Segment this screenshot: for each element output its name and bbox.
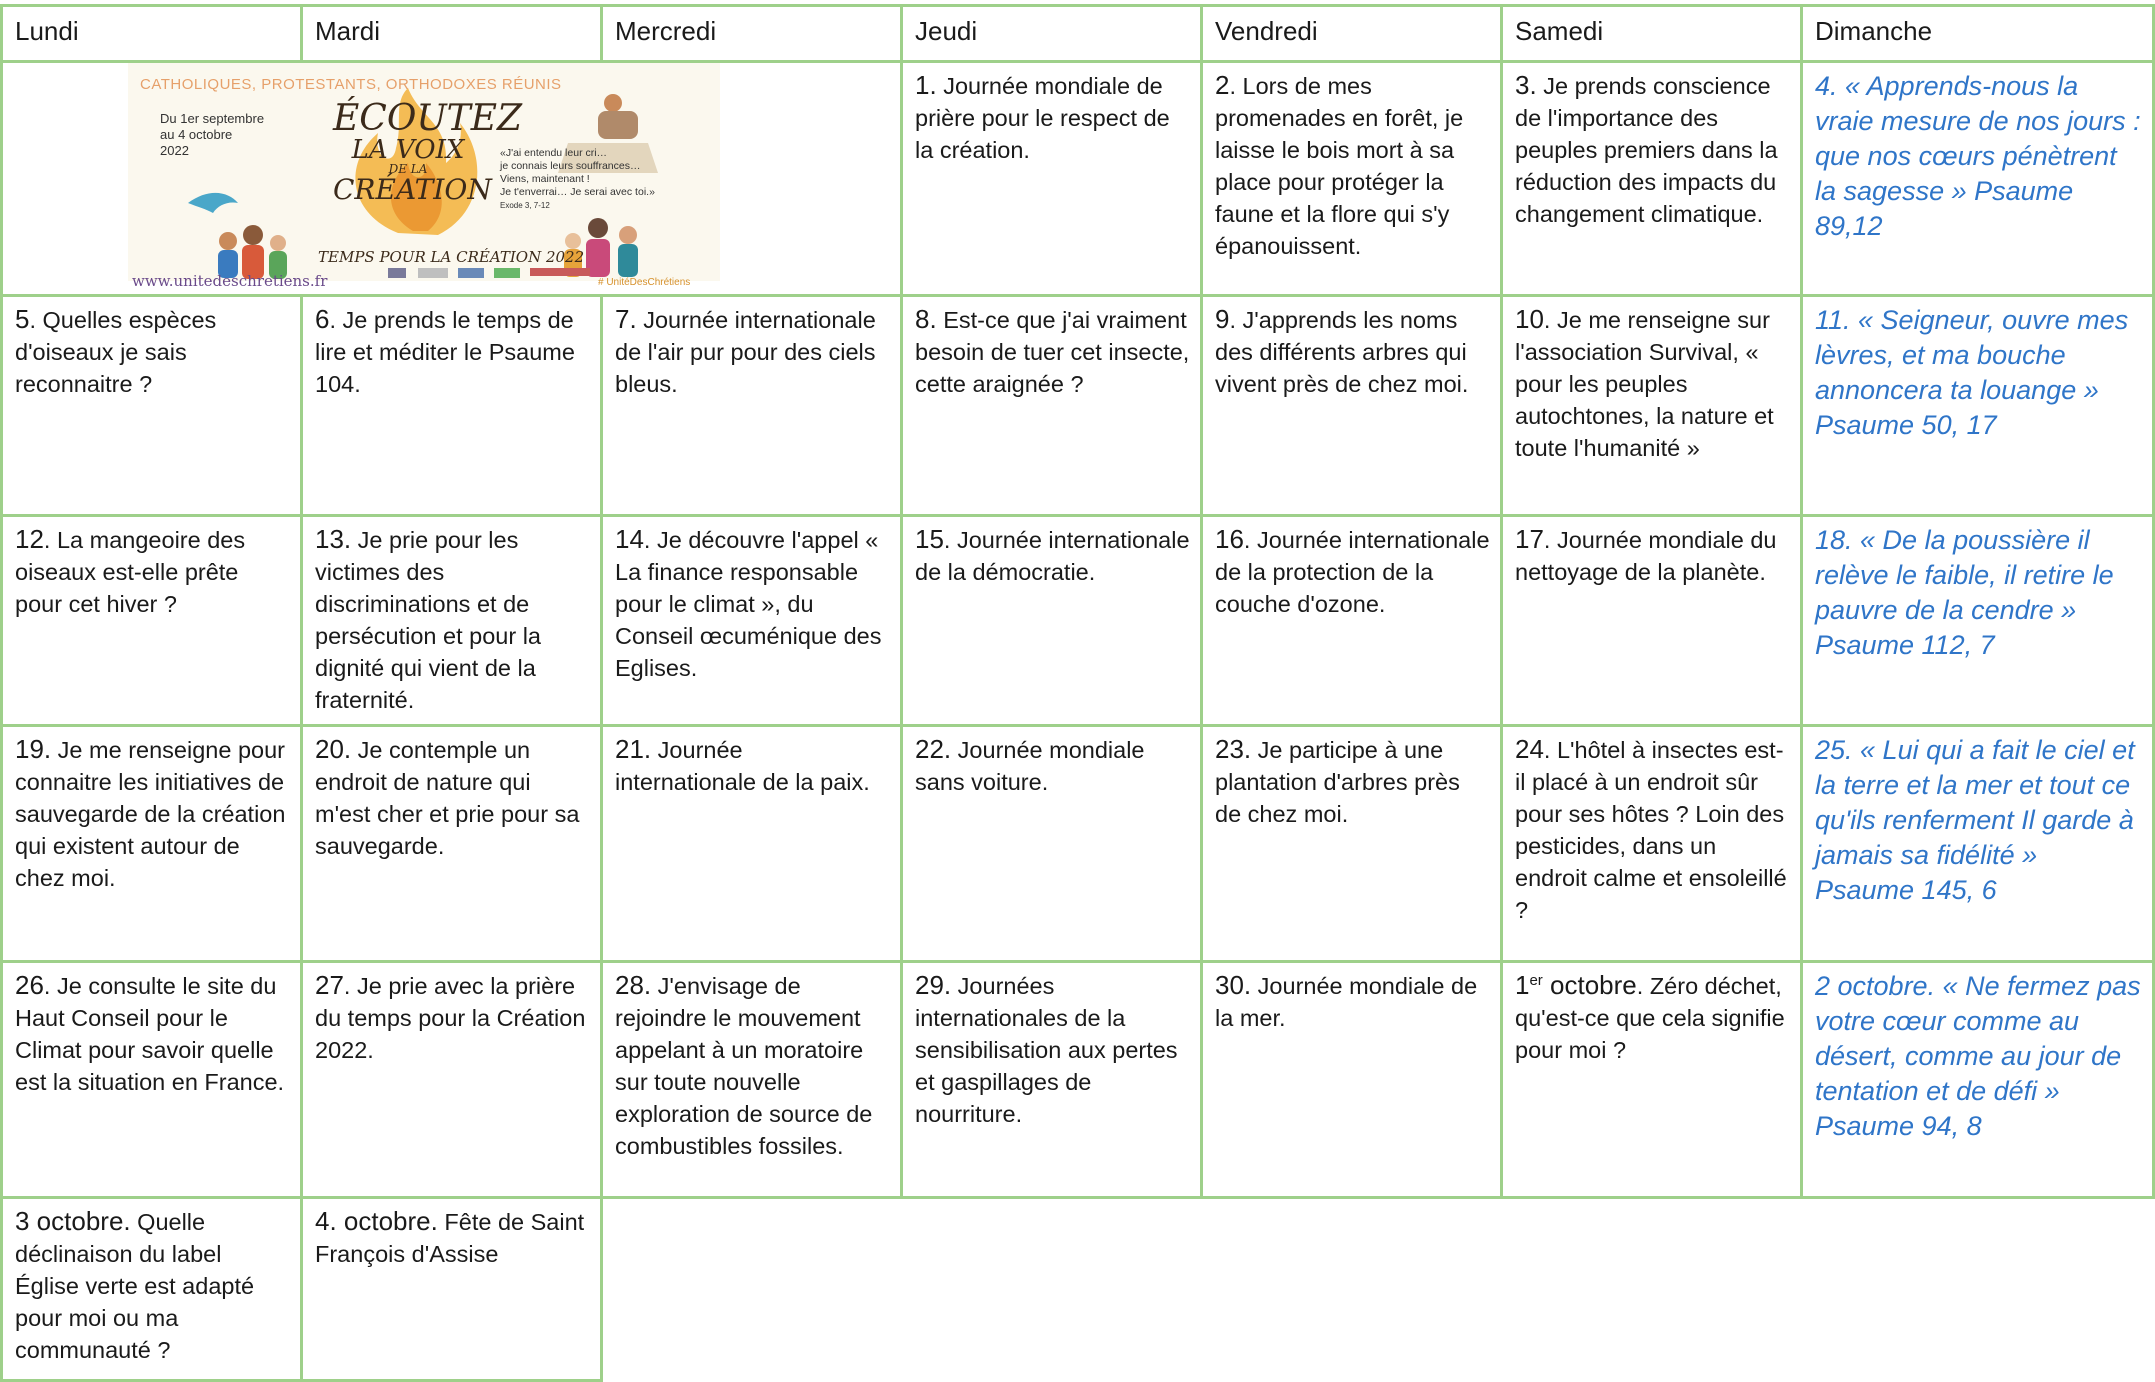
- day-cell-dimanche: [1802, 296, 2154, 516]
- day-activity-text: . Lors de mes promenades en forêt, je laisse le bois mort à sa place pour protéger la faune et la flore qui s'y épanouissent.: [1215, 73, 1464, 259]
- day-number: 20.: [315, 734, 352, 764]
- day-number: 28.: [615, 970, 652, 1000]
- day-activity-text: Je prie pour les victimes des discriminations et de persécution et pour la dignité qui vient de la fraternité.: [315, 527, 542, 713]
- day-number: 29.: [915, 970, 952, 1000]
- day-number: 14: [615, 524, 644, 554]
- day-header-jeudi: Jeudi: [902, 6, 1202, 62]
- day-number: 17: [1515, 524, 1544, 554]
- day-activity-text: Je prends conscience de l'importance des peuples premiers dans la réduction des impacts du changement climatique.: [1515, 73, 1778, 227]
- day-number: 21.: [615, 734, 652, 764]
- day-number: 13.: [315, 524, 352, 554]
- day-month: octobre: [1542, 970, 1637, 1000]
- psalm-verse: 25. « Lui qui a fait le ciel et la terre et la mer et tout ce qu'ils renferment Il garde à jamais sa fidélité » Psaume 145, 6: [1815, 735, 2135, 905]
- day-activity-text: . J'apprends les noms des différents arbres qui vivent près de chez moi.: [1215, 307, 1469, 397]
- day-cell-jeudi: [902, 726, 1202, 962]
- empty-cell: [902, 1198, 1202, 1381]
- day-number: 5: [15, 304, 30, 334]
- week-row: [2, 1198, 2154, 1381]
- day-activity-text: . Je prends le temps de lire et méditer le Psaume 104.: [315, 307, 575, 397]
- day-activity-text: Journées internationales de la sensibilisation aux pertes et gaspillages de nourriture.: [915, 973, 1178, 1127]
- day-activity-text: Je me renseigne pour connaitre les initiatives de sauvegarde de la création qui existent autour de chez moi.: [15, 737, 286, 891]
- day-header-dimanche: Dimanche: [1802, 6, 2154, 62]
- day-activity-text: Journée mondiale sans voiture.: [915, 737, 1145, 795]
- day-header-samedi: Samedi: [1502, 6, 1802, 62]
- day-activity-text: . Zéro déchet, qu'est-ce que cela signifie pour moi ?: [1515, 973, 1785, 1063]
- empty-cell: [1502, 1198, 1802, 1381]
- day-header-vendredi: Vendredi: [1202, 6, 1502, 62]
- day-number: 3 octobre.: [15, 1206, 131, 1236]
- poster-quote-ref: Exode 3, 7-12: [500, 201, 550, 210]
- psalm-verse: 11. « Seigneur, ouvre mes lèvres, et ma bouche annoncera ta louange » Psaume 50, 17: [1815, 305, 2129, 440]
- day-number: 1.: [915, 70, 937, 100]
- day-activity-text: . Journée internationale de la protection de la couche d'ozone.: [1215, 527, 1490, 617]
- poster-image: [128, 63, 720, 290]
- poster-quote: [500, 147, 675, 212]
- day-activity-text: . L'hôtel à insectes est-il placé à un endroit sûr pour ses hôtes ? Loin des pesticides, dans un endroit calme et ensoleillé ?: [1515, 737, 1787, 923]
- day-activity-text: . Je me renseigne sur l'association Survival, « pour les peuples autochtones, la nature et toute l'humanité »: [1515, 307, 1774, 461]
- day-cell-dimanche: [1802, 962, 2154, 1198]
- poster-quote-line: Je t'enverrai… Je serai avec toi.»: [500, 186, 655, 198]
- day-cell-mardi: [302, 726, 602, 962]
- day-ordinal-suffix: er: [1529, 972, 1543, 990]
- day-number: 7.: [615, 304, 637, 334]
- poster-url[interactable]: www.unitedeschretiens.fr: [132, 272, 328, 290]
- poster-banner: CATHOLIQUES, PROTESTANTS, ORTHODOXES RÉUNIS: [140, 76, 562, 93]
- empty-cell: [1802, 1198, 2154, 1381]
- day-cell-mercredi: [602, 962, 902, 1198]
- day-activity-text: . Je prie avec la prière du temps pour la Création 2022.: [315, 973, 586, 1063]
- day-cell-lundi: [2, 516, 302, 726]
- day-cell-lundi: [2, 62, 902, 296]
- day-header-lundi: Lundi: [2, 6, 302, 62]
- day-number: 30.: [1215, 970, 1252, 1000]
- day-cell-jeudi: [902, 296, 1202, 516]
- week-row: [2, 516, 2154, 726]
- poster-title-line: ÉCOUTEZ: [333, 98, 522, 139]
- day-number: 4. octobre.: [315, 1206, 438, 1236]
- psalm-verse: 4. « Apprends-nous la vraie mesure de nos jours : que nos cœurs pénètrent la sagesse » Psaume 89,12: [1815, 71, 2141, 241]
- day-activity-text: . Journée internationale de la démocratie.: [915, 527, 1190, 585]
- day-cell-jeudi: [902, 516, 1202, 726]
- empty-cell: [1202, 1198, 1502, 1381]
- day-number: 3.: [1515, 70, 1537, 100]
- poster-tagline: TEMPS POUR LA CRÉATION 2022: [318, 248, 585, 266]
- day-cell-mercredi: [602, 296, 902, 516]
- day-cell-vendredi: [1202, 296, 1502, 516]
- day-cell-lundi: [2, 726, 302, 962]
- day-cell-samedi: [1502, 516, 1802, 726]
- day-cell-samedi: [1502, 296, 1802, 516]
- day-cell-vendredi: [1202, 962, 1502, 1198]
- poster-quote-line: Viens, maintenant !: [500, 173, 590, 185]
- poster-dates-line: Du 1er septembre: [160, 111, 265, 126]
- poster-quote-line: «J'ai entendu leur cri…: [500, 147, 608, 159]
- day-activity-text: Est-ce que j'ai vraiment besoin de tuer cet insecte, cette araignée ?: [915, 307, 1190, 397]
- day-number: 23.: [1215, 734, 1252, 764]
- day-activity-text: Je participe à une plantation d'arbres près de chez moi.: [1215, 737, 1460, 827]
- day-cell-mercredi: [602, 516, 902, 726]
- day-number: 27: [315, 970, 344, 1000]
- day-header-mardi: Mardi: [302, 6, 602, 62]
- poster-hashtag: # UnitéDesChrétiens: [598, 277, 691, 288]
- day-number: 22.: [915, 734, 952, 764]
- day-number: 12: [15, 524, 44, 554]
- week-row: [2, 962, 2154, 1198]
- day-activity-text: Je contemple un endroit de nature qui m'est cher et prie pour sa sauvegarde.: [315, 737, 580, 859]
- day-cell-vendredi: [1202, 62, 1502, 296]
- day-activity-text: . La mangeoire des oiseaux est-elle prête pour cet hiver ?: [15, 527, 246, 617]
- poster-title-line: DE LA: [388, 162, 428, 176]
- day-cell-samedi: [1502, 62, 1802, 296]
- day-cell-mardi: [302, 296, 602, 516]
- day-cell-jeudi: [902, 962, 1202, 1198]
- day-cell-vendredi: [1202, 516, 1502, 726]
- calendar-table: [0, 4, 2155, 1382]
- day-number: 9: [1215, 304, 1230, 334]
- day-activity-text: . Je découvre l'appel « La finance responsable pour le climat », du Conseil œcuménique des Eglises.: [615, 527, 882, 681]
- day-activity-text: Journée mondiale de prière pour le respect de la création.: [915, 73, 1170, 163]
- day-header-mercredi: Mercredi: [602, 6, 902, 62]
- psalm-verse: 18. « De la poussière il relève le faible, il retire le pauvre de la cendre » Psaume 112, 7: [1815, 525, 2114, 660]
- poster-dates-line: au 4 octobre: [160, 127, 233, 142]
- psalm-verse: 2 octobre. « Ne fermez pas votre cœur comme au désert, comme au jour de tentation et de défi » Psaume 94, 8: [1815, 971, 2141, 1141]
- day-number: 6: [315, 304, 330, 334]
- day-cell-vendredi: [1202, 726, 1502, 962]
- day-activity-text: Fête de Saint François d'Assise: [315, 1209, 585, 1267]
- day-cell-samedi: [1502, 962, 1802, 1198]
- day-number: 26: [15, 970, 44, 1000]
- day-number: 16: [1215, 524, 1244, 554]
- week-row: [2, 726, 2154, 962]
- empty-cell: [602, 1198, 902, 1381]
- day-cell-dimanche: [1802, 726, 2154, 962]
- day-activity-text: Journée internationale de l'air pur pour des ciels bleus.: [615, 307, 876, 397]
- poster-dates-line: 2022: [160, 143, 189, 158]
- day-activity-text: . Quelles espèces d'oiseaux je sais reconnaitre ?: [15, 307, 217, 397]
- day-cell-dimanche: [1802, 516, 2154, 726]
- day-number: 19.: [15, 734, 52, 764]
- header-row: [2, 6, 2154, 62]
- day-activity-text: . Journée mondiale du nettoyage de la planète.: [1515, 527, 1777, 585]
- week-row: [2, 296, 2154, 516]
- day-activity-text: . Je consulte le site du Haut Conseil pour le Climat pour savoir quelle est la situation en France.: [15, 973, 285, 1095]
- day-cell-mardi: [302, 962, 602, 1198]
- day-number: 24: [1515, 734, 1544, 764]
- day-number: 2: [1215, 70, 1230, 100]
- day-cell-lundi: [2, 962, 302, 1198]
- day-number: 15: [915, 524, 944, 554]
- poster-title-line: LA VOIX: [351, 135, 465, 165]
- day-number: 10: [1515, 304, 1544, 334]
- day-cell-samedi: [1502, 726, 1802, 962]
- day-cell-dimanche: [1802, 62, 2154, 296]
- day-number: 8.: [915, 304, 937, 334]
- day-activity-text: J'envisage de rejoindre le mouvement appelant à un moratoire sur toute nouvelle exploration de source de combustibles fossiles.: [615, 973, 873, 1159]
- day-cell-jeudi: [902, 62, 1202, 296]
- poster-quote-line: je connais leurs souffrances…: [500, 160, 641, 172]
- day-cell-mardi: [302, 1198, 602, 1381]
- day-cell-mardi: [302, 516, 602, 726]
- day-cell-lundi: [2, 1198, 302, 1381]
- day-cell-mercredi: [602, 726, 902, 962]
- day-activity-text: Journée mondiale de la mer.: [1215, 973, 1478, 1031]
- poster-title-line: CRÉATION: [333, 173, 492, 206]
- poster-title: [333, 98, 522, 206]
- day-cell-lundi: [2, 296, 302, 516]
- day-activity-text: Quelle déclinaison du label Église verte est adapté pour moi ou ma communauté ?: [15, 1209, 255, 1363]
- week-row: [2, 62, 2154, 296]
- day-number: 1: [1515, 970, 1530, 1000]
- day-activity-text: Journée internationale de la paix.: [615, 737, 870, 795]
- poster-dates: [160, 111, 264, 159]
